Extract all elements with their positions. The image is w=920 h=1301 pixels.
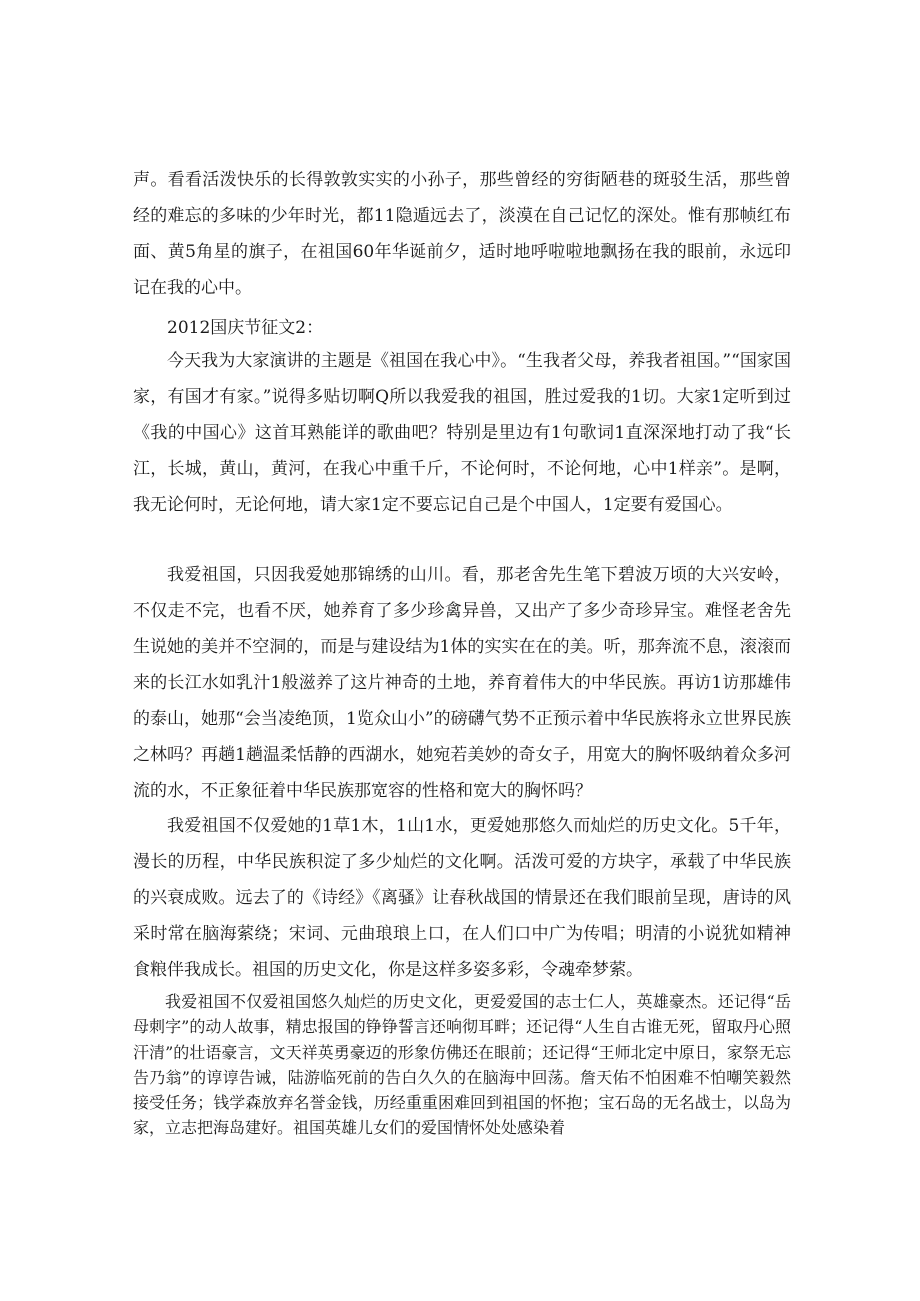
paragraph-mountains-rivers: 我爱祖国，只因我爱她那锦绣的山川。看，那老舍先生笔下碧波万顷的大兴安岭，不仅走不完，也看不厌，她养育了多少珍禽异兽，又出产了多少奇珍异宝。难怪老舍先生说她的美并不空洞的，而是与建设结为1体的实实在在的美。听，那奔流不息，滚滚而来的长江水如乳汁1般滋养了这片神奇的土地，养育着伟大的中华民族。再访1访那雄伟的泰山，她那“会当凌绝顶，1览众山小”的磅礴气势不正预示着中华民族将永立世界民族之林吗？再趟1趟温柔恬静的西湖水，她宛若美妙的奇女子，用宽大的胸怀吸纳着众多河流的水，不正象征着中华民族那宽容的性格和宽大的胸怀吗？ — [133, 565, 791, 801]
paragraph-theme: 今天我为大家演讲的主题是《祖国在我心中》。“生我者父母，养我者祖国。”“国家国家，有国才有家。”说得多贴切啊Q所以我爱我的祖国，胜过爱我的1切。大家1定听到过《我的中国心》这首耳熟能详的歌曲吧？特别是里边有1句歌词1直深深地打动了我“长江，长城，黄山，黄河，在我心中重千斤，不论何时，不论何地，心中1样亲”。是啊，我无论何时，无论何地，请大家1定不要忘记自己是个中国人，1定要有爱国心。 — [133, 351, 791, 515]
paragraph-history-culture: 我爱祖国不仅爱她的1草1木，1山1水，更爱她那悠久而灿烂的历史文化。5千年，漫长的历程，中华民族积淀了多少灿烂的文化啊。活泼可爱的方块字，承载了中华民族的兴衰成败。远去了的《诗经》《离骚》让春秋战国的情景还在我们眼前呈现，唐诗的风采时常在脑海萦绕；宋词、元曲琅琅上口，在人们口中广为传唱；明清的小说犹如精神食粮伴我成长。祖国的历史文化，你是这样多姿多彩，令魂牵梦萦。 — [133, 816, 791, 980]
section-heading: 2012国庆节征文2： — [167, 318, 324, 338]
paragraph-continuation: 声。看看活泼快乐的长得敦敦实实的小孙子，那些曾经的穷街陋巷的斑驳生活，那些曾经的难忘的多味的少年时光，都11隐遁远去了，淡漠在自己记忆的深处。惟有那帧红布面、黄5角星的旗子，在祖国60年华诞前夕，适时地呼啦啦地飘扬在我的眼前，永远印记在我的心中。 — [133, 170, 791, 298]
paragraph-heroes: 我爱祖国不仅爱祖国悠久灿烂的历史文化，更爱爱国的志士仁人，英雄豪杰。还记得“岳母刺字”的动人故事，精忠报国的铮铮誓言还响彻耳畔；还记得“人生自古谁无死，留取丹心照汗清”的壮语豪言，文天祥英勇豪迈的形象仿佛还在眼前；还记得“王师北定中原日，家祭无忘告乃翁”的谆谆告诫，陆游临死前的告白久久的在脑海中回荡。詹天佑不怕困难不怕嘲笑毅然接受任务；钱学森放弃名誉金钱，历经重重困难回到祖国的怀抱；宝石岛的无名战士，以岛为家，立志把海岛建好。祖国英雄儿女们的爱国情怀处处感染着 — [133, 992, 791, 1138]
